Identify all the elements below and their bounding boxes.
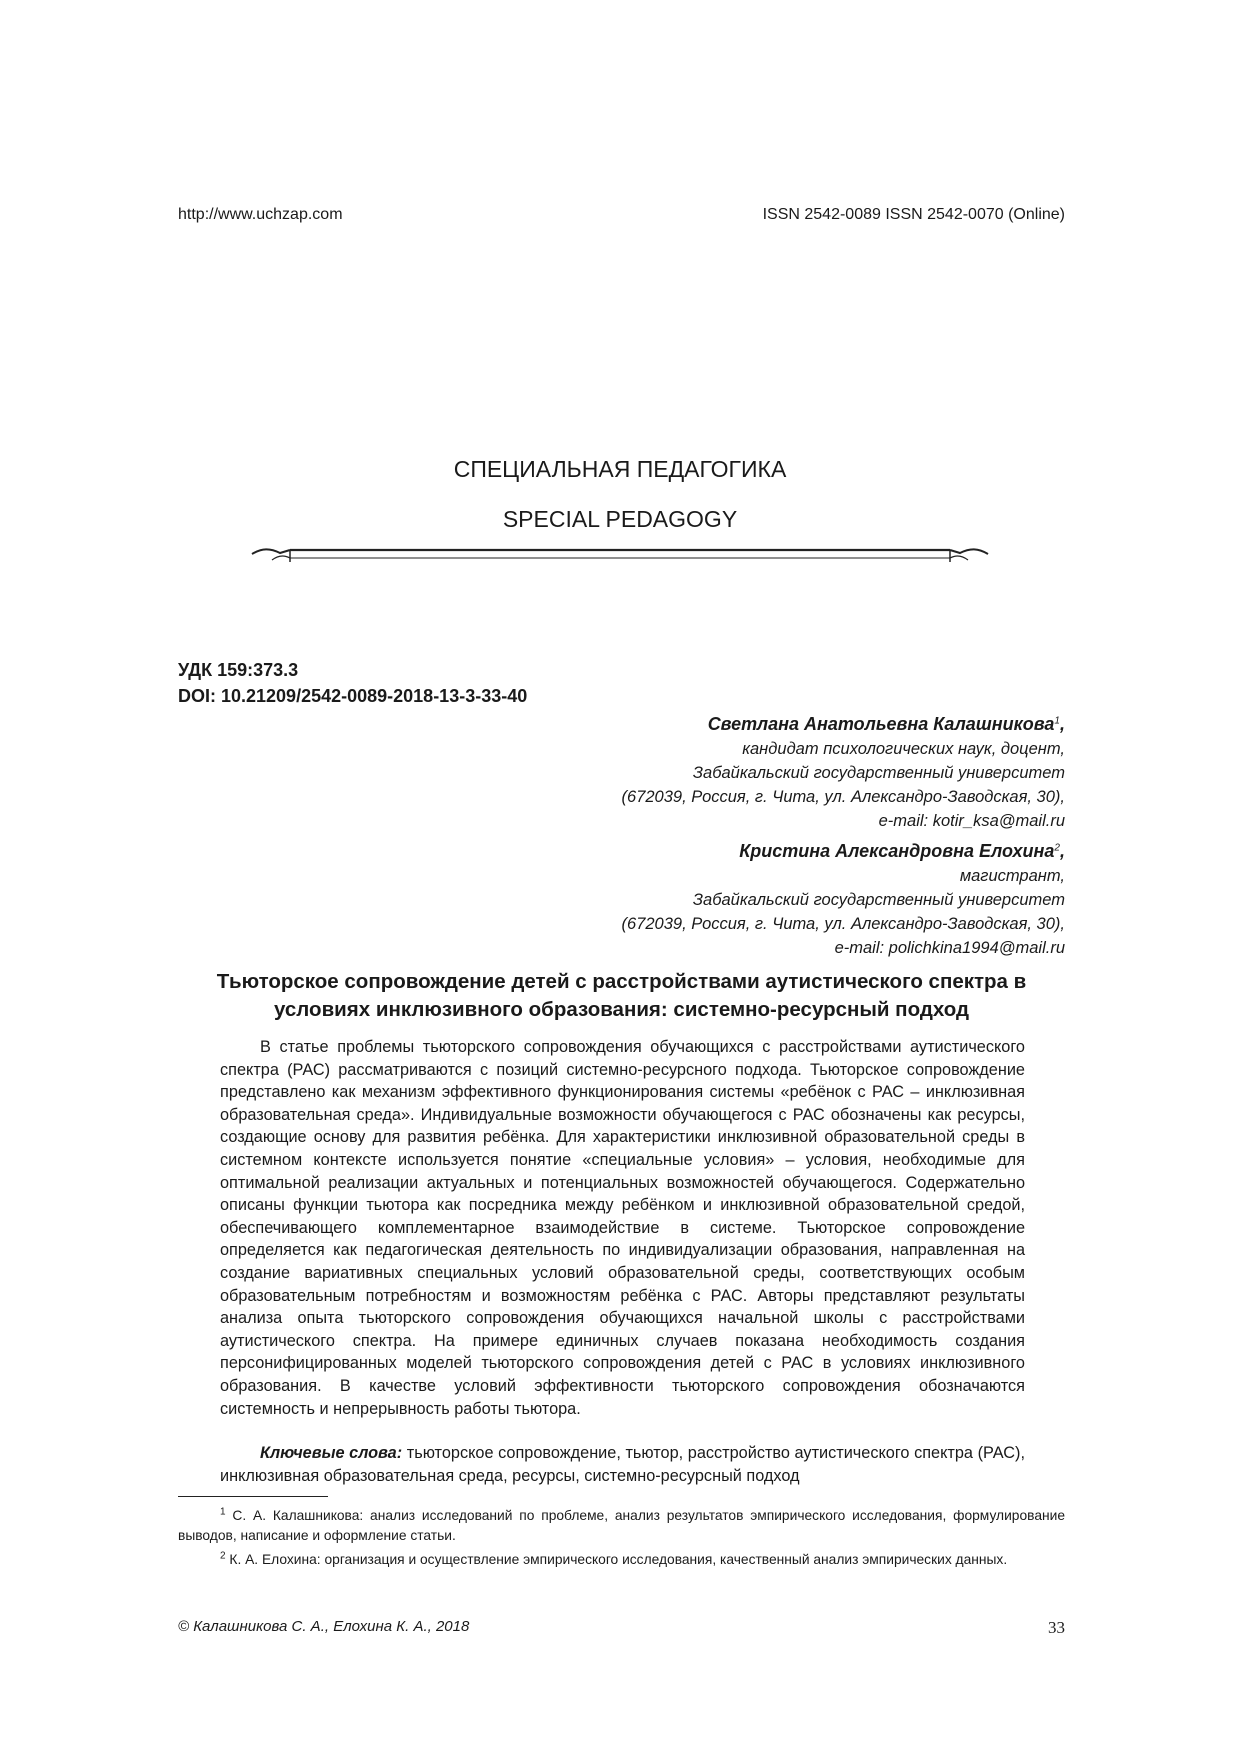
author-1-address: (672039, Россия, г. Чита, ул. Александро-Заводская, 30), [621, 788, 1065, 806]
copyright: © Калашникова С. А., Елохина К. А., 2018 [178, 1618, 470, 1635]
footnote-rule [178, 1496, 328, 1497]
ornament-divider [250, 540, 990, 570]
issn-line: ISSN 2542-0089 ISSN 2542-0070 (Online) [762, 206, 1065, 223]
section-title-en: SPECIAL PEDAGOGY [502, 506, 738, 532]
author-2-degree: магистрант, [959, 867, 1065, 885]
journal-url[interactable]: http://www.uchzap.com [178, 206, 343, 223]
author-2: Кристина Александровна Елохина$^2$, магистрант, Забайкальский государственный университет (672039, Россия, г. Чита, ул. Александро-Заводская, 30), e-mail: polichkina1994@mail.ru [365, 839, 1065, 960]
author-2-sup: 2 [1054, 842, 1060, 854]
keywords-paragraph [220, 1442, 1025, 1487]
footnote-2-sup: 2 [220, 1550, 226, 1562]
footnote-1 [178, 1506, 1065, 1546]
author-2-affiliation: Забайкальский государственный университет [692, 891, 1065, 909]
footnote-2-text: К. А. Елохина: организация и осуществление эмпирического исследования, качественный анализ эмпирических данных. [229, 1552, 1008, 1567]
footnote-2 [178, 1550, 1065, 1570]
author-2-email[interactable]: e-mail: polichkina1994@mail.ru [834, 939, 1065, 957]
abstract-text: В статье проблемы тьюторского сопровождения обучающихся с расстройствами аутистического спектра (РАС) рассматриваются с позиций системно-ресурсного подхода. Тьюторское сопровождение представлено как механизм эффективного функционирования системы «ребёнок с РАС – инклюзивная образовательная среда». Индивидуальные возможности обучающегося с РАС обозначены как ресурсы, создающие основу для развития ребёнка. Для характеристики инклюзивной образовательной среды в системном контексте используется понятие «специальные условия» – условия, необходимые для оптимальной реализации актуальных и потенциальных возможностей обучающегося. Содержательно описаны функции тьютора как посредника между ребёнком и инклюзивной образовательной средой, обеспечивающего комплементарное взаимодействие в системе. Тьюторское сопровождение определяется как педагогическая деятельность по индивидуализации образования, направленная на создание вариативных специальных условий образовательной среды, соответствующих особым образовательным потребностям и возможностям ребёнка с РАС. Авторы представляют результаты анализа опыта тьюторского сопровождения обучающихся начальной школы с расстройствами аутистического спектра. На примере единичных случаев показана необходимость создания персонифицированных моделей тьюторского сопровождения детей с РАС в условиях инклюзивного образования. В качестве условий эффективности тьюторского сопровождения обозначаются системность и непрерывность работы тьютора. [220, 1038, 1025, 1418]
author-1-sup: 1 [1054, 715, 1060, 727]
authors-block [365, 712, 1065, 960]
author-1-degree: кандидат психологических наук, доцент, [742, 740, 1065, 758]
udk-code: УДК 159:373.3 [178, 660, 299, 680]
article-title: Тьюторское сопровождение детей с расстройствами аутистического спектра в условиях инклюзивного образования: системно-ресурсный подход [216, 970, 1027, 1021]
author-2-address: (672039, Россия, г. Чита, ул. Александро-Заводская, 30), [621, 915, 1065, 933]
author-2-name: Кристина Александровна Елохина [739, 841, 1055, 861]
keywords-label: Ключевые слова: [260, 1444, 403, 1462]
author-1-affiliation: Забайкальский государственный университет [692, 764, 1065, 782]
footnote-1-sup: 1 [220, 1506, 226, 1518]
doi-code[interactable]: DOI: 10.21209/2542-0089-2018-13-3-33-40 [178, 686, 528, 706]
section-title-ru: СПЕЦИАЛЬНАЯ ПЕДАГОГИКА [453, 456, 787, 482]
author-1-email[interactable]: e-mail: kotir_ksa@mail.ru [878, 812, 1065, 830]
keywords-text: тьюторское сопровождение, тьютор, расстройство аутистического спектра (РАС), инклюзивная образовательная среда, ресурсы, системно-ресурсный подход [220, 1444, 1025, 1485]
footnote-1-text: С. А. Калашникова: анализ исследований по проблеме, анализ результатов эмпирического исследования, формулирование выводов, написание и оформление статьи. [178, 1508, 1065, 1543]
author-1: Светлана Анатольевна Калашникова$^1$, кандидат психологических наук, доцент, Забайкальский государственный университет (672039, Россия, г. Чита, ул. Александро-Заводская, 30), e-mail: kotir_ksa@mail.ru [365, 712, 1065, 833]
author-1-name: Светлана Анатольевна Калашникова [707, 714, 1055, 734]
page-number: 33 [1048, 1618, 1065, 1637]
